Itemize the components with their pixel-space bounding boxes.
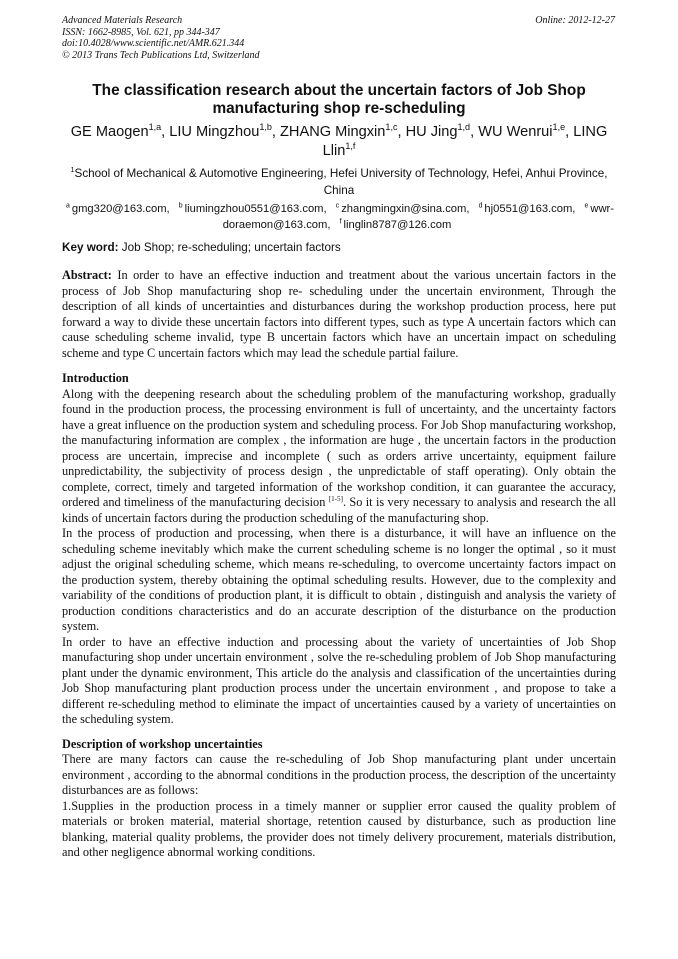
section-heading-introduction: Introduction xyxy=(62,371,129,385)
journal-header xyxy=(62,15,260,61)
description-paragraph-2: 1.Supplies in the production process in a timely manner or supplier error caused the quality problem of materials or broken material, material shortage, retention caused by disturbance, such as production line blanking, material quality problems, the provider does not timely delivery procurement, materials distribution, and other negligence abnormal working conditions. xyxy=(62,798,616,859)
journal-issn: ISSN: 1662-8985, Vol. 621, pp 344-347 xyxy=(62,26,220,38)
author: HU Jing$^{1,d}$, xyxy=(405,122,479,140)
email: $^b$ liumingzhou0551@163.com, xyxy=(178,202,327,215)
abstract-text: In order to have an effective induction and treatment about the various uncertain factors in the process of Job Shop manufacturing shop re- scheduling under the uncertain environment, Through the description of all kinds of uncertainties and disturbances during the workshop production process, here put forward a way to divide these uncertain factors into different types, such as type A uncertain factors which can cause scheduling scheme invalid, type B uncertain factors which have an uncertain impact on scheduling scheme and type C uncertain factors which may lead the schedule partial failure. xyxy=(62,268,617,360)
email: $^d$ hj0551@163.com, xyxy=(478,202,576,215)
paper-body xyxy=(62,268,616,861)
keywords xyxy=(62,240,616,255)
online-date: Online: 2012-12-27 xyxy=(535,15,615,26)
citation: [1-5] xyxy=(328,494,343,503)
email: $^a$ gmg320@163.com, xyxy=(66,202,170,215)
keywords-text: Job Shop; re-scheduling; uncertain factors xyxy=(121,241,341,254)
author-list xyxy=(62,123,616,160)
author: ZHANG Mingxin$^{1,c}$, xyxy=(280,122,406,140)
intro-paragraph-2: In the process of production and processing, when there is a disturbance, it will have an influence on the scheduling scheme inevitably which make the current scheduling scheme is no longer the optimal , so it must adjust the original scheduling scheme, which means re-scheduling, to overcome uncertainty factors impact on the production system, thereby obtaining the optimal scheduling results. However, due to the complexity and variability of the conditions of production plant, it is difficult to obtain , distinguish and analysis the variety of production conditions characteristics and do an accurate description of the disturbance on the production system. xyxy=(62,526,616,633)
abstract-label: Abstract: xyxy=(62,268,112,282)
author: GE Maogen$^{1,a}$, xyxy=(70,122,170,140)
journal-doi: doi:10.4028/www.scientific.net/AMR.621.344 xyxy=(62,38,245,50)
abstract xyxy=(62,268,616,361)
intro-paragraph-1: Along with the deepening research about the scheduling problem of the manufacturing workshop, gradually found in the production process, the processing environment is full of uncertainty, and the uncertainty factors have a great influence on the production system and scheduling process. For Job Shop manufacturing workshop, the manufacturing information are complex , the information are huge , the uncertain factors in the production process are uncertain, imprecise and incomplete ( such as orders arrive uncertainty, equipment failure unpredictability, the subjectivity of process design , the unpredictable of staff operating). Only obtain the complete, correct, timely and targeted information of the workshop condition, it can guarantee the accuracy, ordered and timeliness of the manufacturing decision [1-5]. So it is very necessary to analysis and research the all kinds of uncertain factors during the production scheduling of the manufacturing shop. xyxy=(62,386,616,525)
paper-title: The classification research about the uncertain factors of Job Shop manufacturing shop re-scheduling xyxy=(92,82,586,117)
section-heading-description: Description of workshop uncertainties xyxy=(62,736,263,751)
journal-name: Advanced Materials Research xyxy=(62,15,183,26)
author: LIU Mingzhou$^{1,b}$, xyxy=(169,122,280,140)
email: $^e$ wwr-doraemon@163.com, xyxy=(222,202,614,231)
email: $^c$ zhangmingxin@sina.com, xyxy=(335,202,470,215)
author: LING Llin$^{1,f}$ xyxy=(322,124,608,159)
intro-paragraph-3: In order to have an effective induction and processing about the variety of uncertainties of Job Shop manufacturing shop under uncertain environment , solve the re-scheduling problem of Job Shop manufacturing plant under the dynamic environment, This article do the analysis and classification of the uncertainties during Job Shop manufacturing plant production process under the uncertain environment , and propose to take a different re-scheduling method to eliminate the impact of uncertainties caused by a variety of uncertainties on the scheduling system. xyxy=(62,634,616,726)
journal-copyright: © 2013 Trans Tech Publications Ltd, Switzerland xyxy=(62,49,260,61)
email: $^f$ linglin8787@126.com xyxy=(339,217,452,231)
keywords-label: Key word: xyxy=(62,241,119,254)
affiliation: $^1$School of Mechanical & Automotive Engineering, Hefei University of Technology, Hefei, Anhui Province, China xyxy=(70,165,608,197)
email-list xyxy=(62,202,616,233)
author: WU Wenrui$^{1,e}$, xyxy=(478,122,574,140)
description-paragraph-1: There are many factors can cause the re-scheduling of Job Shop manufacturing plant under uncertain environment , according to the abnormal conditions in the production process, the description of the uncertainty disturbances are as follows: xyxy=(62,752,616,797)
